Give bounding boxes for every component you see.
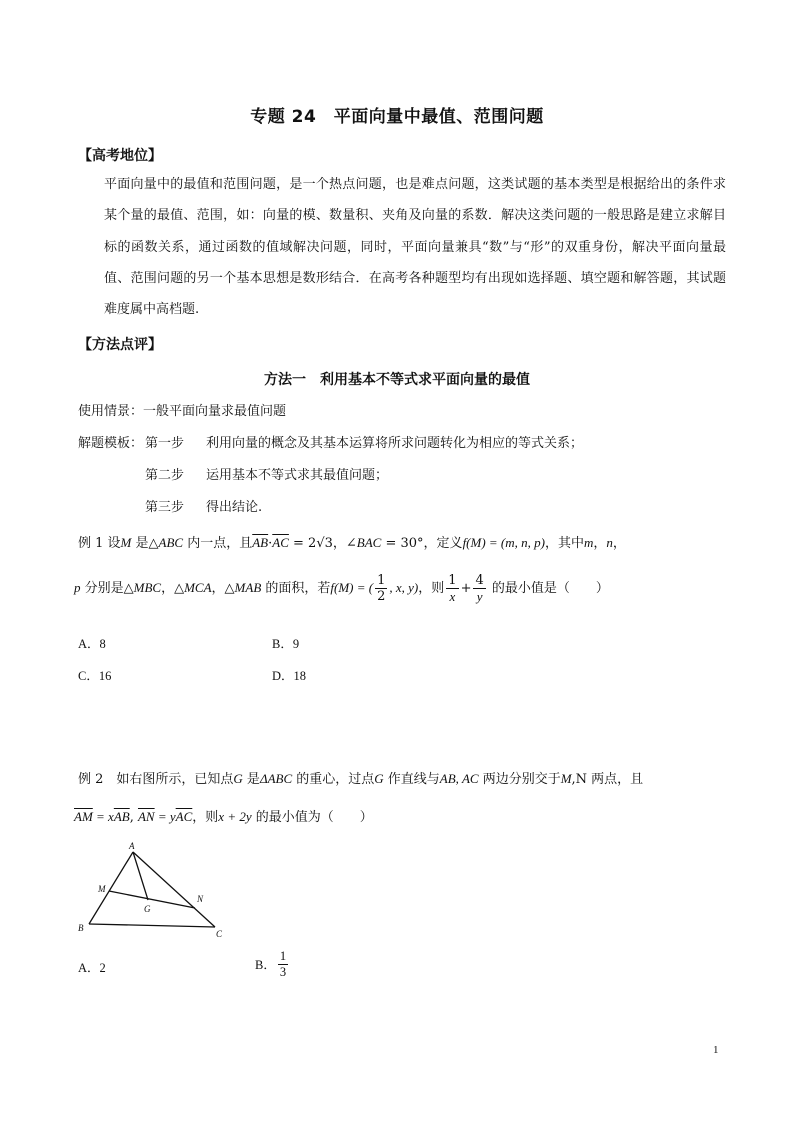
step-1-text: 利用向量的概念及其基本运算将所求问题转化为相应的等式关系； xyxy=(206,436,584,451)
example1-option-b: B．9 xyxy=(272,637,300,651)
page-title: 专题 24 平面向量中最值、范围问题 xyxy=(250,107,544,127)
template-label: 解题模板： xyxy=(78,436,144,451)
label-a: A xyxy=(129,841,135,851)
triangle-figure xyxy=(70,838,235,943)
label-b: B xyxy=(78,923,84,933)
label-g: G xyxy=(144,904,151,914)
gaokao-paragraph-text: 平面向量中的最值和范围问题，是一个热点问题，也是难点问题，这类试题的基本类型是根据给出的条件求某个量的最值、范围，如：向量的模、数量积、夹角及向量的系数．解决这类问题的一般思路是建立求解目标的函数关系，通过函数的值域解决问题，同时，平面向量兼具“数”与“形”的双重身份，解决平面向量最值、范围问题的另一个基本思想是数形结合．在高考各种题型均有出现如选择题、填空题和解答题，其试题难度属中高档题. xyxy=(104,177,726,318)
step-2-label: 第二步 xyxy=(145,468,185,483)
example2-line2: $\overline{AM} = x\overline{AB}$, $\overline{AN} = y\overline{AC}$，则x + 2y 的最小值为（ ） xyxy=(74,809,373,825)
usage-line: 使用情景：一般平面向量求最值问题 xyxy=(78,404,287,419)
example1-option-d: D．18 xyxy=(272,669,307,683)
label-m: M xyxy=(98,884,106,894)
section-heading-gaokao: 【高考地位】 xyxy=(78,148,162,164)
fraction-half: $\frac{1}{2}$ xyxy=(377,573,386,604)
example1-option-c: C．16 xyxy=(78,669,112,683)
step-2-text: 运用基本不等式求其最值问题； xyxy=(206,468,389,483)
step-3-text: 得出结论. xyxy=(206,500,263,515)
segment-mn xyxy=(109,891,195,908)
segment-bc xyxy=(89,924,215,927)
label-n: N xyxy=(197,894,204,904)
step-1-label: 第一步 xyxy=(145,436,185,451)
segment-ab xyxy=(89,852,133,924)
method1-heading: 方法一 利用基本不等式求平面向量的最值 xyxy=(264,372,530,388)
fraction-one-third: $\frac{1}{3}$ xyxy=(279,949,287,979)
example2-option-b: B． $\frac{1}{3}$ xyxy=(255,949,287,979)
example1-option-a: A．8 xyxy=(78,637,106,651)
page-number: 1 xyxy=(713,1044,719,1056)
example2-option-a: A．2 xyxy=(78,961,106,975)
fraction-4-over-y: $\frac{4}{y}$ xyxy=(475,573,484,604)
section-heading-method: 【方法点评】 xyxy=(78,337,162,353)
example1-line2: p 分别是△MBC，△MCA，△MAB 的面积，若f(M) = ( $\frac{1}{2}$ , x, y)，则 $\frac{1}{x}$ + $\frac{4}{y}$ 的最小值是（ ） xyxy=(74,573,609,604)
example2-line1: 例 2 如右图所示，已知点G 是ΔABC 的重心，过点G 作直线与AB, AC 两边分别交于M,N 两点，且 xyxy=(78,771,644,787)
label-c: C xyxy=(216,929,223,939)
step-3-label: 第三步 xyxy=(145,500,185,515)
fraction-1-over-x: $\frac{1}{x}$ xyxy=(448,573,457,604)
example1-line1: 例 1 设M 是△ABC 内一点，且$\overline{AB}\cdot\overline{AC} = 2√3$，∠BAC = 30°，定义f(M) = (m, n, p)，其中m，n， xyxy=(78,535,626,551)
gaokao-paragraph xyxy=(78,169,726,325)
